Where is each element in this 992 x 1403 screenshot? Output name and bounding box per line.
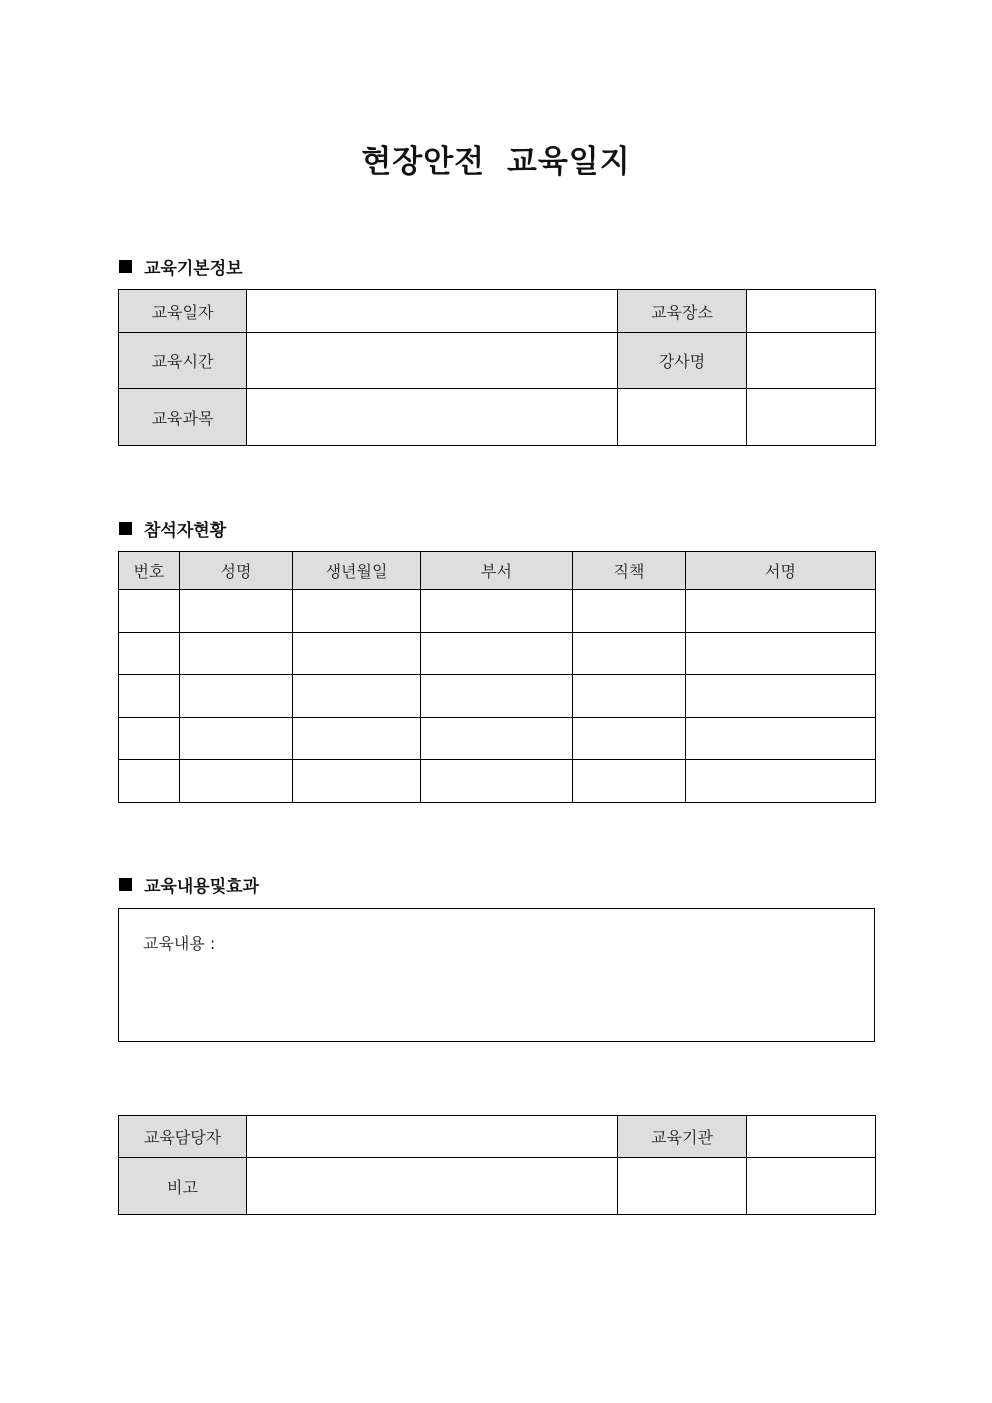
label-education-place: 교육장소 — [618, 290, 747, 333]
column-header-position: 직책 — [573, 552, 686, 590]
square-bullet-icon — [119, 522, 132, 535]
cell-name[interactable] — [180, 633, 293, 675]
table-header-row — [119, 552, 876, 590]
table-row — [119, 718, 876, 760]
education-place-field[interactable] — [747, 290, 876, 333]
cell-name[interactable] — [180, 590, 293, 633]
cell-name[interactable] — [180, 718, 293, 760]
education-institution-field[interactable] — [747, 1116, 876, 1158]
basic-info-table — [118, 289, 876, 446]
cell-birthdate[interactable] — [293, 590, 421, 633]
square-bullet-icon — [119, 260, 132, 273]
square-bullet-icon — [119, 878, 132, 891]
section-heading-text: 교육내용및효과 — [144, 877, 259, 897]
label-instructor-name: 강사명 — [618, 333, 747, 389]
education-content-label: 교육내용 : — [143, 934, 216, 953]
table-row — [119, 675, 876, 718]
section-heading-content — [119, 872, 259, 897]
footer-table — [118, 1115, 876, 1215]
cell-position[interactable] — [573, 590, 686, 633]
cell-signature[interactable] — [686, 590, 876, 633]
table-row — [119, 633, 876, 675]
cell-signature[interactable] — [686, 760, 876, 803]
cell-department[interactable] — [421, 760, 573, 803]
cell-position[interactable] — [573, 633, 686, 675]
empty-cell[interactable] — [747, 1158, 876, 1215]
education-manager-field[interactable] — [247, 1116, 618, 1158]
empty-cell[interactable] — [618, 1158, 747, 1215]
cell-name[interactable] — [180, 675, 293, 718]
cell-number[interactable] — [119, 718, 180, 760]
cell-birthdate[interactable] — [293, 675, 421, 718]
table-row — [119, 760, 876, 803]
page-title: 현장안전 교육일지 — [361, 144, 631, 180]
cell-department[interactable] — [421, 590, 573, 633]
section-heading-basic-info — [119, 254, 243, 279]
table-row — [119, 590, 876, 633]
education-time-field[interactable] — [247, 333, 618, 389]
column-header-birthdate: 생년월일 — [293, 552, 421, 590]
education-date-field[interactable] — [247, 290, 618, 333]
cell-department[interactable] — [421, 633, 573, 675]
table-row — [119, 290, 876, 333]
instructor-name-field[interactable] — [747, 333, 876, 389]
column-header-number: 번호 — [119, 552, 180, 590]
cell-signature[interactable] — [686, 633, 876, 675]
cell-position[interactable] — [573, 675, 686, 718]
cell-department[interactable] — [421, 718, 573, 760]
label-education-subject: 교육과목 — [119, 389, 247, 446]
label-remarks: 비고 — [119, 1158, 247, 1215]
section-heading-attendees — [119, 516, 226, 541]
cell-signature[interactable] — [686, 718, 876, 760]
cell-name[interactable] — [180, 760, 293, 803]
cell-signature[interactable] — [686, 675, 876, 718]
cell-number[interactable] — [119, 760, 180, 803]
remarks-field[interactable] — [247, 1158, 618, 1215]
table-row — [119, 1158, 876, 1215]
section-heading-text: 교육기본정보 — [144, 259, 243, 279]
attendees-table — [118, 551, 876, 803]
label-education-time: 교육시간 — [119, 333, 247, 389]
cell-birthdate[interactable] — [293, 718, 421, 760]
label-education-date: 교육일자 — [119, 290, 247, 333]
table-row — [119, 333, 876, 389]
table-row — [119, 389, 876, 446]
education-content-box[interactable] — [118, 908, 875, 1042]
cell-position[interactable] — [573, 718, 686, 760]
empty-cell[interactable] — [618, 389, 747, 446]
label-education-manager: 교육담당자 — [119, 1116, 247, 1158]
empty-cell[interactable] — [747, 389, 876, 446]
label-education-institution: 교육기관 — [618, 1116, 747, 1158]
cell-position[interactable] — [573, 760, 686, 803]
column-header-signature: 서명 — [686, 552, 876, 590]
cell-birthdate[interactable] — [293, 760, 421, 803]
table-row — [119, 1116, 876, 1158]
cell-number[interactable] — [119, 633, 180, 675]
cell-department[interactable] — [421, 675, 573, 718]
column-header-department: 부서 — [421, 552, 573, 590]
cell-number[interactable] — [119, 675, 180, 718]
cell-number[interactable] — [119, 590, 180, 633]
education-subject-field[interactable] — [247, 389, 618, 446]
section-heading-text: 참석자현황 — [144, 521, 227, 541]
cell-birthdate[interactable] — [293, 633, 421, 675]
column-header-name: 성명 — [180, 552, 293, 590]
